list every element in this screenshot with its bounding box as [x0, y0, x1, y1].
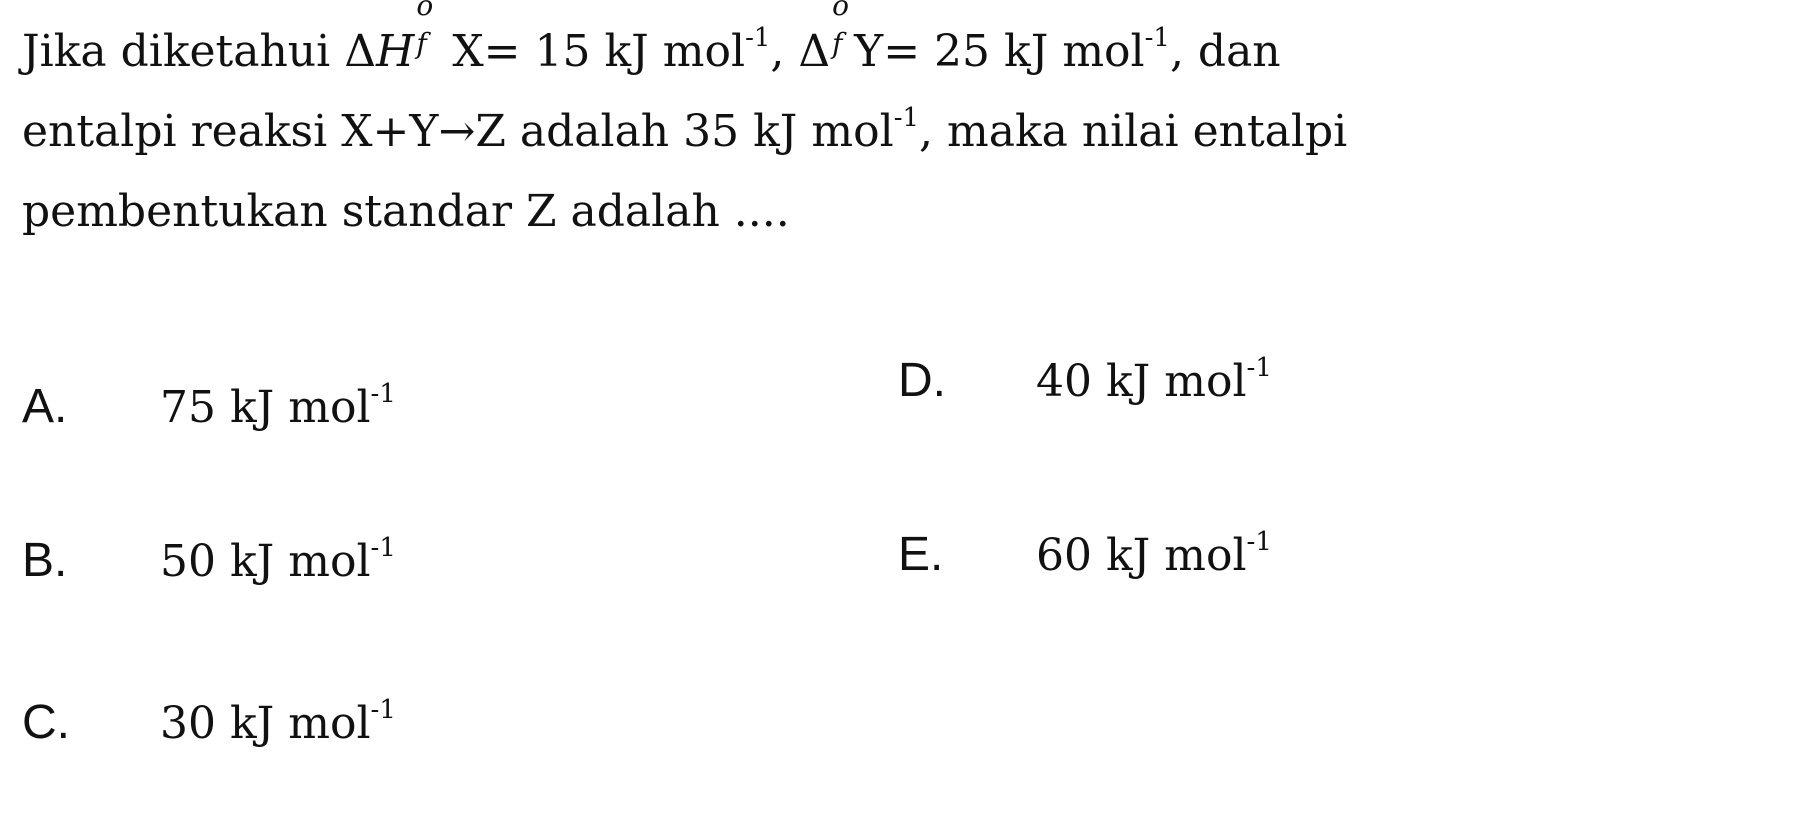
- reaction-arrow-icon: →: [438, 106, 476, 157]
- option-c-value: 30 kJ mol: [160, 698, 371, 749]
- option-d-value: 40 kJ mol: [1036, 356, 1247, 407]
- y-unit-exponent: -1: [1144, 23, 1170, 53]
- option-c-exponent: -1: [370, 695, 396, 725]
- reaction-enthalpy: Z adalah 35 kJ mol: [475, 106, 894, 157]
- option-d[interactable]: [898, 346, 1272, 416]
- option-a-exponent: -1: [370, 379, 396, 409]
- reaction-reactants: entalpi reaksi X+Y: [22, 106, 439, 157]
- formation-subscript: f: [416, 27, 427, 60]
- option-a-value: 75 kJ mol: [160, 382, 371, 433]
- option-d-exponent: -1: [1246, 353, 1272, 383]
- question-prompt: pembentukan standar Z adalah ....: [22, 186, 790, 237]
- option-b-letter: B.: [22, 534, 68, 587]
- reaction-unit-exponent: -1: [893, 103, 920, 133]
- option-b-value: 50 kJ mol: [160, 536, 371, 587]
- option-b[interactable]: [22, 526, 396, 596]
- option-a[interactable]: [22, 372, 396, 442]
- delta-symbol: Δ: [344, 26, 376, 77]
- x-enthalpy-value: X= 15 kJ mol: [438, 26, 746, 77]
- standard-superscript: o: [416, 0, 434, 22]
- option-b-exponent: -1: [370, 533, 396, 563]
- formation-subscript-2: f: [832, 27, 843, 60]
- option-e-exponent: -1: [1246, 527, 1272, 557]
- delta-symbol-2: Δ: [798, 26, 831, 77]
- comma-separator: ,: [770, 26, 799, 77]
- y-enthalpy-value: Y= 25 kJ mol: [854, 26, 1145, 77]
- x-unit-exponent: -1: [745, 23, 771, 53]
- option-c[interactable]: [22, 688, 396, 758]
- option-e-value: 60 kJ mol: [1036, 530, 1247, 581]
- option-a-letter: A.: [22, 380, 68, 433]
- line2-tail: , maka nilai entalpi: [919, 106, 1348, 157]
- option-d-letter: D.: [898, 354, 946, 407]
- line1-tail: , dan: [1169, 26, 1281, 77]
- question-intro: Jika diketahui: [22, 26, 345, 77]
- option-e[interactable]: [898, 520, 1272, 590]
- standard-superscript-2: o: [832, 0, 850, 22]
- option-c-letter: C.: [22, 696, 70, 749]
- option-e-letter: E.: [898, 528, 944, 581]
- enthalpy-symbol: H: [375, 26, 415, 77]
